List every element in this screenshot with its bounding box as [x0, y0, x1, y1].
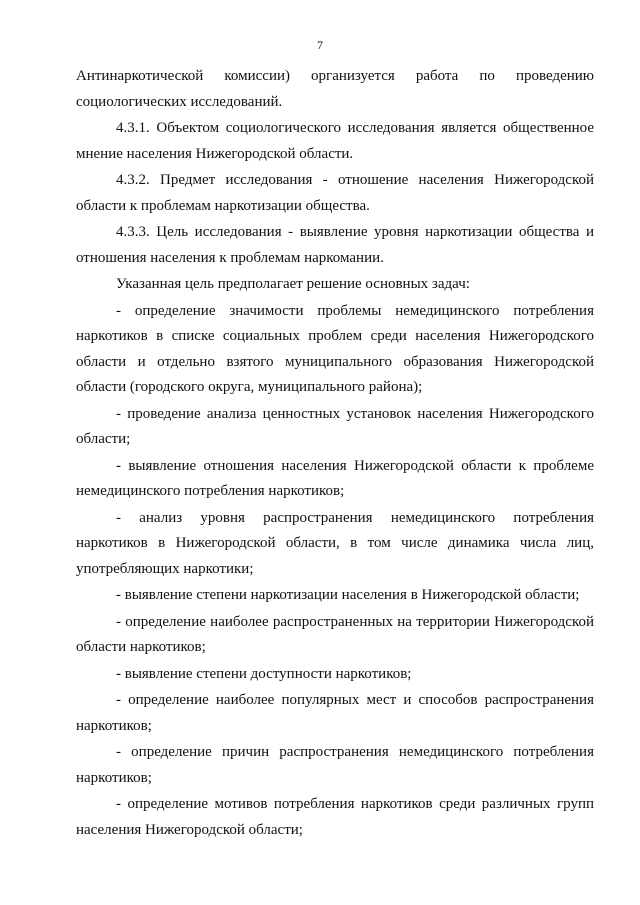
list-item: - выявление степени доступности наркотиков; — [116, 665, 412, 682]
list-item: - выявление степени наркотизации населения в Нижегородской области; — [116, 587, 580, 603]
paragraph-tasks-intro: Указанная цель предполагает решение основных задач: — [116, 276, 470, 292]
list-item: - определение наиболее распространенных на территории Нижегородской области наркотиков; — [76, 613, 594, 655]
list-item: - определение наиболее популярных мест и способов распространения наркотиков; — [76, 692, 594, 734]
paragraph-subject: 4.3.2. Предмет исследования - отношение населения Нижегородской области к проблемам наркотизации общества. — [76, 172, 594, 214]
document-body — [76, 64, 594, 843]
list-item: - выявление отношения населения Нижегородской области к проблеме немедицинского потребления наркотиков; — [76, 457, 594, 499]
list-item: - определение значимости проблемы немедицинского потребления наркотиков в списке социальных проблем среди населения Нижегородского области и отдельно взятого муниципального образования Нижегородской области (городского округа, муниципального района); — [76, 302, 594, 395]
paragraph-goal: 4.3.3. Цель исследования - выявление уровня наркотизации общества и отношения населения к проблемам наркомании. — [76, 224, 594, 266]
list-item: - анализ уровня распространения немедицинского потребления наркотиков в Нижегородской области, в том числе динамика числа лиц, употребляющих наркотики; — [76, 509, 594, 577]
paragraph-continuation: Антинаркотической комиссии) организуется работа по проведению социологических исследований. — [76, 68, 594, 110]
list-item: - определение мотивов потребления наркотиков среди различных групп населения Нижегородской области; — [76, 796, 594, 838]
list-item: - проведение анализа ценностных установок населения Нижегородского области; — [76, 405, 594, 447]
page-number: 7 — [317, 38, 323, 52]
list-item: - определение причин распространения немедицинского потребления наркотиков; — [76, 744, 594, 786]
paragraph-object: 4.3.1. Объектом социологического исследования является общественное мнение населения Нижегородской области. — [76, 120, 594, 162]
